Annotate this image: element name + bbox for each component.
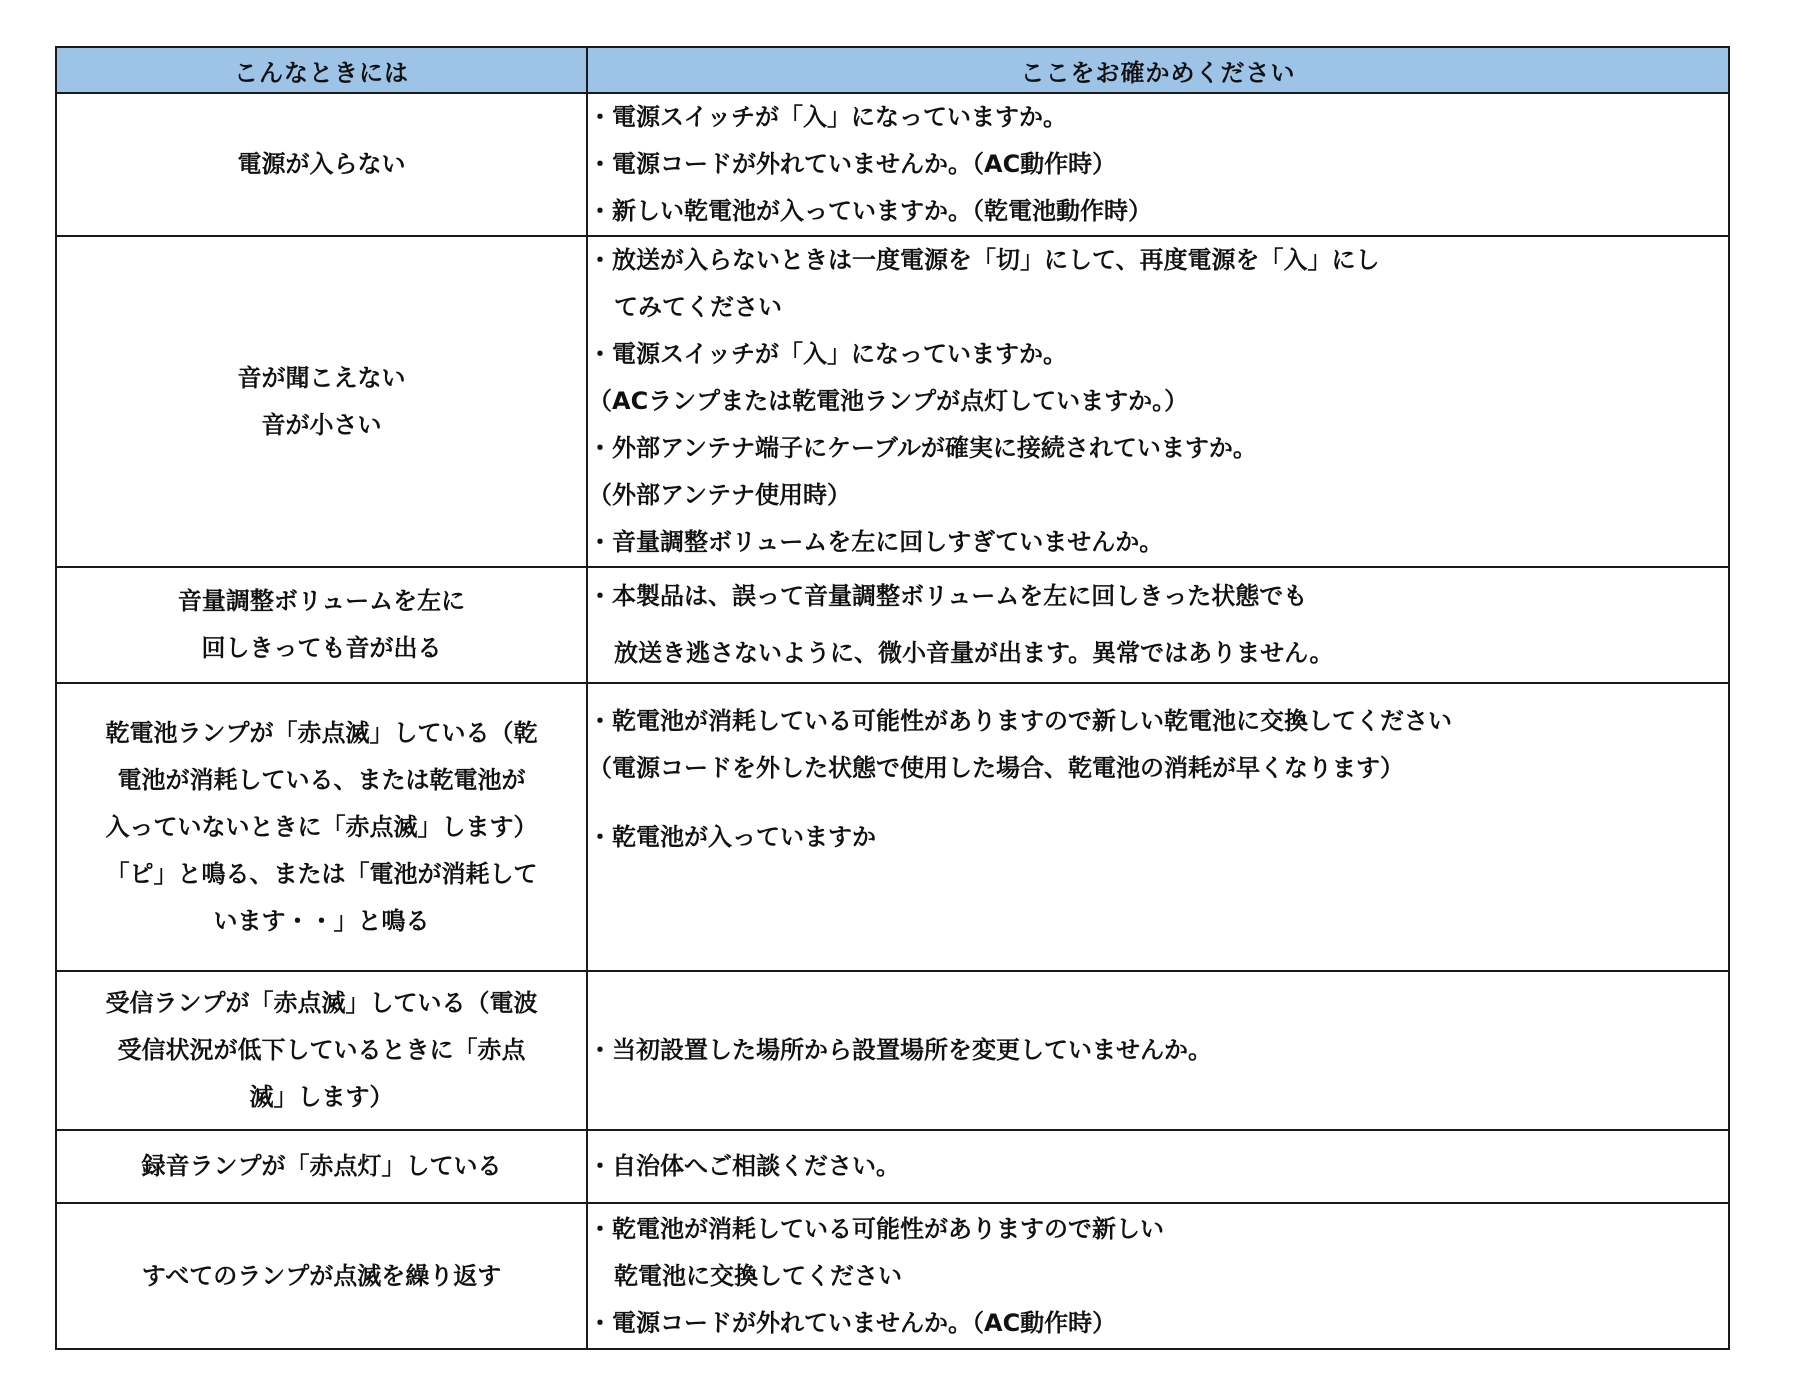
table-row [56,567,1729,683]
symptom-text: 滅」します） [249,1083,394,1111]
check-cell [587,567,1729,683]
check-item: 乾電池に交換してください [614,1261,902,1290]
symptom-text: 「ピ」と鳴る、または「電池が消耗して [105,859,538,888]
check-item: 放送き逃さないように、微小音量が出ます。異常ではありません。 [614,639,1334,667]
table-row [56,1203,1729,1349]
check-item: ・本製品は、誤って音量調整ボリュームを左に回しきった状態でも [588,582,1308,610]
check-item: ・外部アンテナ端子にケーブルが確実に接続されていますか。 [588,434,1257,462]
symptom-text: 受信状況が低下しているときに「赤点 [117,1036,526,1064]
symptom-text: 音が小さい [261,410,382,439]
check-item: ・電源スイッチが「入」になっていますか。 [588,340,1068,368]
table-row [56,683,1729,971]
symptom-text: 乾電池ランプが「赤点滅」している（乾 [105,718,538,747]
check-item: ・当初設置した場所から設置場所を変更していませんか。 [588,1036,1212,1064]
symptom-text: 受信ランプが「赤点滅」している（電波 [105,989,538,1017]
table-row [56,93,1729,236]
symptom-text: 電池が消耗している、または乾電池が [117,765,526,794]
symptom-text: 録音ランプが「赤点灯」している [141,1152,502,1180]
header-check: ここをお確かめください [587,47,1729,93]
check-cell [587,93,1729,236]
header-row [56,47,1729,93]
symptom-text: 入っていないときに「赤点滅」します） [105,812,538,841]
header-symptom: こんなときには [56,47,587,93]
symptom-text: います・・」と鳴る [213,906,430,935]
symptom-cell [56,567,587,683]
troubleshooting-table [55,46,1730,1350]
check-item: ・新しい乾電池が入っていますか。（乾電池動作時） [588,197,1152,225]
check-cell [587,1130,1729,1203]
check-item: （電源コードを外した状態で使用した場合、乾電池の消耗が早くなります） [588,754,1404,782]
symptom-text: すべてのランプが点滅を繰り返す [141,1261,502,1290]
check-item: ・自治体へご相談ください。 [588,1152,900,1180]
check-item: ・乾電池が消耗している可能性がありますので新しい [588,1214,1164,1243]
symptom-cell [56,683,587,971]
symptom-cell [56,93,587,236]
check-item: （ACランプまたは乾電池ランプが点灯していますか。） [588,387,1189,415]
check-cell [587,683,1729,971]
check-item: ・音量調整ボリュームを左に回しすぎていませんか。 [588,528,1164,556]
table-row [56,1130,1729,1203]
table-row [56,971,1729,1130]
symptom-cell [56,1130,587,1203]
check-item: （外部アンテナ使用時） [588,481,852,509]
table-row [56,236,1729,567]
symptom-text: 電源が入らない [237,150,406,178]
check-item: ・乾電池が消耗している可能性がありますので新しい乾電池に交換してください [588,707,1452,735]
check-cell [587,236,1729,567]
symptom-cell [56,236,587,567]
symptom-cell [56,1203,587,1349]
check-cell [587,1203,1729,1349]
check-item: ・放送が入らないときは一度電源を「切」にして、再度電源を「入」にし [588,246,1380,274]
check-item: ・電源コードが外れていませんか。（AC動作時） [588,150,1117,178]
check-cell [587,971,1729,1130]
symptom-cell [56,971,587,1130]
symptom-text: 音が聞こえない [237,363,406,392]
symptom-text: 回しきっても音が出る [201,634,442,662]
check-item: てみてください [614,293,782,321]
check-item: ・電源スイッチが「入」になっていますか。 [588,103,1068,131]
check-item: ・乾電池が入っていますか [588,823,876,851]
symptom-text: 音量調整ボリュームを左に [177,587,466,615]
check-item: ・電源コードが外れていませんか。（AC動作時） [588,1308,1117,1337]
